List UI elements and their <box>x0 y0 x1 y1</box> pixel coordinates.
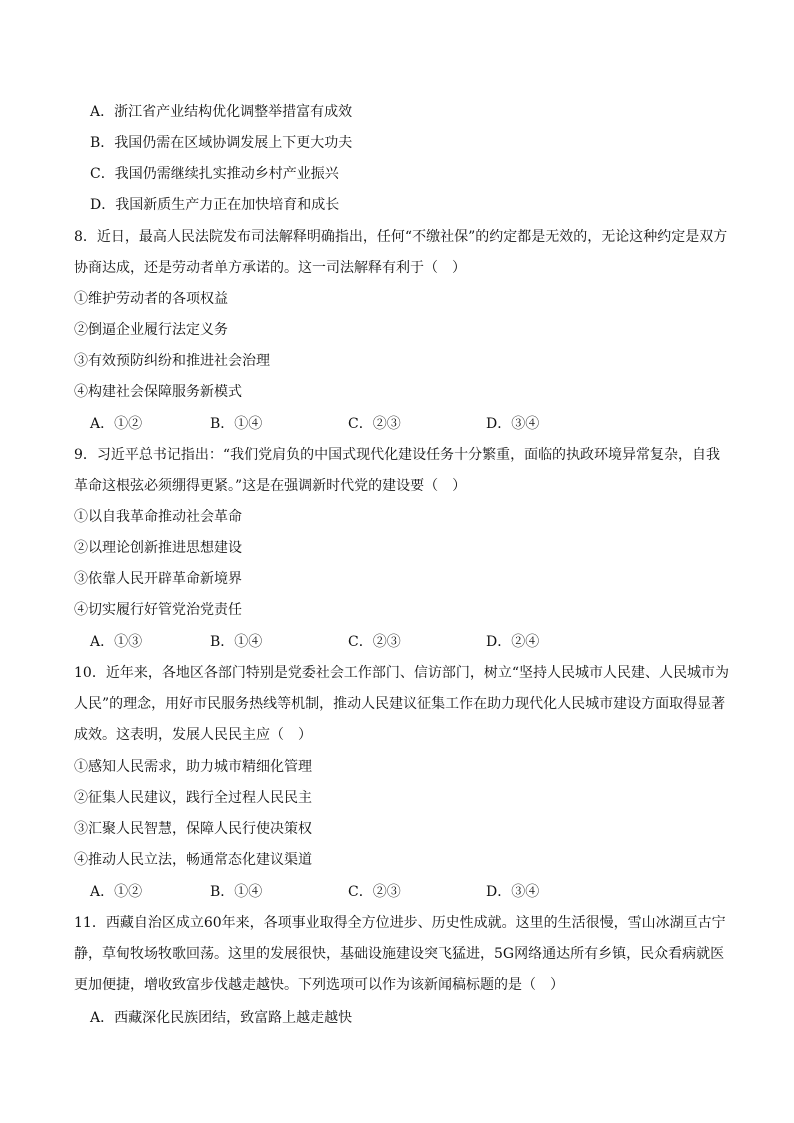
q8-choice-d: D．③④ <box>486 416 540 432</box>
q7-option-b: B．我国仍需在区域协调发展上下更大功夫 <box>90 135 353 151</box>
q9-choice-d: D．②④ <box>486 634 540 650</box>
q8-choice-a: A．①② <box>90 416 143 432</box>
q11-stem-line-1: 11．西藏自治区成立60年来，各项事业取得全方位进步、历史性成就。这里的生活很慢，雪山冰湖亘古宁 <box>74 915 726 931</box>
q9-statement-4: ④切实履行好管党治党责任 <box>74 602 242 618</box>
q9-statement-1: ①以自我革命推动社会革命 <box>74 509 242 525</box>
q10-choice-d: D．③④ <box>486 884 540 900</box>
q10-statement-3: ③汇聚人民智慧，保障人民行使决策权 <box>74 821 312 837</box>
q11-stem-line-3: 更加便捷，增收致富步伐越走越快。下列选项可以作为该新闻稿标题的是（ ） <box>74 977 564 993</box>
q8-statement-4: ④构建社会保障服务新模式 <box>74 384 242 400</box>
q11-stem-line-2: 静，草甸牧场牧歌回荡。这里的发展很快，基础设施建设突飞猛进，5G网络通达所有乡镇，民众看病就医 <box>74 946 725 962</box>
q7-option-c: C．我国仍需继续扎实推动乡村产业振兴 <box>90 166 339 182</box>
q8-stem-line-1: 8．近日，最高人民法院发布司法解释明确指出，任何“不缴社保”的约定都是无效的，无论这种约定是双方 <box>74 229 728 245</box>
q9-choice-a: A．①③ <box>90 634 143 650</box>
q9-choice-b: B．①④ <box>210 634 263 650</box>
q8-statement-2: ②倒逼企业履行法定义务 <box>74 322 228 338</box>
q11-option-a: A．西藏深化民族团结，致富路上越走越快 <box>90 1010 353 1026</box>
q10-choice-c: C．②③ <box>348 884 401 900</box>
q8-statement-3: ③有效预防纠纷和推进社会治理 <box>74 353 270 369</box>
q10-choice-b: B．①④ <box>210 884 263 900</box>
q10-choice-a: A．①② <box>90 884 143 900</box>
q9-choice-c: C．②③ <box>348 634 401 650</box>
q10-statement-2: ②征集人民建议，践行全过程人民民主 <box>74 790 312 806</box>
q8-statement-1: ①维护劳动者的各项权益 <box>74 291 228 307</box>
q9-statement-3: ③依靠人民开辟革命新境界 <box>74 571 242 587</box>
q8-choice-b: B．①④ <box>210 416 263 432</box>
q9-stem-line-2: 革命这根弦必须绷得更紧。”这是在强调新时代党的建设要（ ） <box>74 478 467 494</box>
q8-stem-line-2: 协商达成，还是劳动者单方承诺的。这一司法解释有利于（ ） <box>74 260 466 276</box>
q9-stem-line-1: 9．习近平总书记指出：“我们党肩负的中国式现代化建设任务十分繁重，面临的执政环境异常复杂，自我 <box>74 447 721 463</box>
q10-stem-line-1: 10．近年来，各地区各部门特别是党委社会工作部门、信访部门，树立“坚持人民城市人民建、人民城市为 <box>74 665 729 681</box>
q7-option-a: A．浙江省产业结构优化调整举措富有成效 <box>90 104 353 120</box>
q8-choice-c: C．②③ <box>348 416 401 432</box>
q10-statement-1: ①感知人民需求，助力城市精细化管理 <box>74 759 312 775</box>
q10-stem-line-3: 成效。这表明，发展人民民主应（ ） <box>74 727 312 743</box>
q7-option-d: D．我国新质生产力正在加快培育和成长 <box>90 197 340 213</box>
q10-stem-line-2: 人民”的理念，用好市民服务热线等机制，推动人民建议征集工作在助力现代化人民城市建设方面取得显著 <box>74 696 726 712</box>
q10-statement-4: ④推动人民立法，畅通常态化建议渠道 <box>74 852 312 868</box>
q9-statement-2: ②以理论创新推进思想建设 <box>74 540 242 556</box>
